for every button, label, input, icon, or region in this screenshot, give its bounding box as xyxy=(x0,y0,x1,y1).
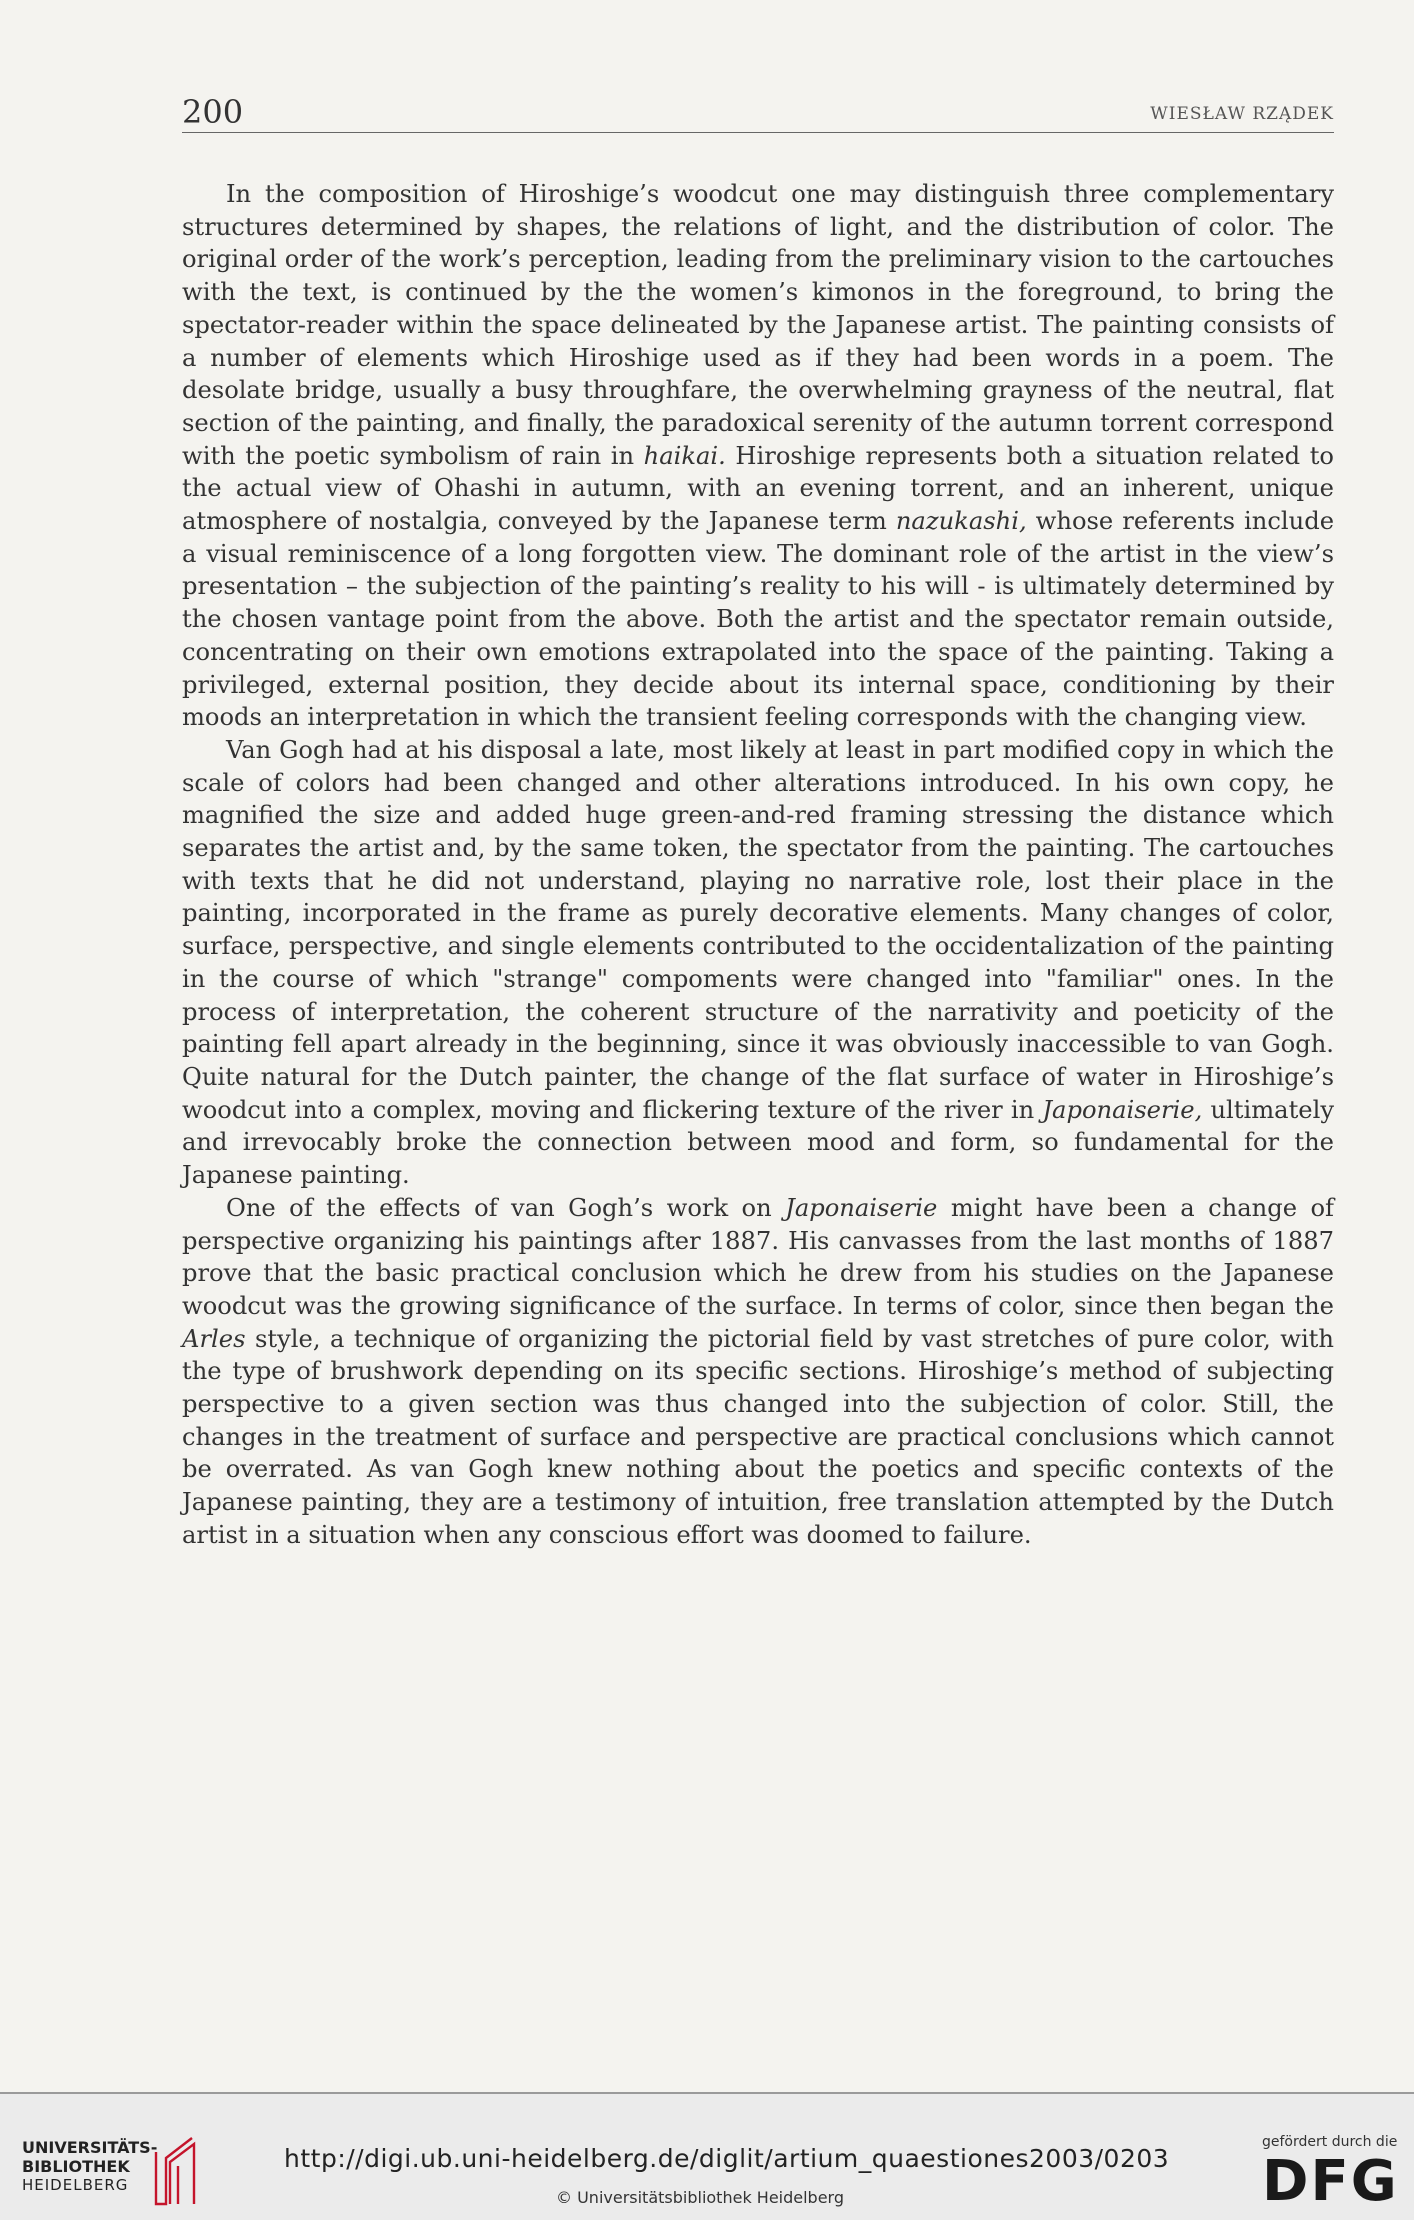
paragraph xyxy=(182,178,1334,734)
text-run: Van Gogh had at his disposal a late, most likely at least in part modified copy in which the scale of colors had been changed and other alterations introduced. In his own copy, he magnified the size and added huge green-and-red framing stressing the distance which separates the artist and, by the same token, the spectator from the painting. The cartouches with texts that he did not understand, playing no narrative role, lost their place in the painting, incorporated in the frame as purely decorative elements. Many changes of color, surface, perspective, and single elements contributed to the occidentalization of the painting in the course of which "strange" compoments were changed into "familiar" ones. In the process of interpretation, the coherent structure of the narrativity and poeticity of the painting fell apart already in the beginning, since it was obviously inaccessible to van Gogh. Quite natural for the Dutch painter, the change of the flat surface of water in Hiroshige’s woodcut into a complex, moving and flickering texture of the river in xyxy=(182,735,1334,1124)
library-mark-icon xyxy=(152,2132,198,2206)
italic-term: haikai. xyxy=(643,441,726,470)
running-head: WIESŁAW RZĄDEK xyxy=(1150,104,1334,124)
text-run: In the composition of Hiroshige’s woodcut one may distinguish three complementary structures determined by shapes, the relations of light, and the distribution of color. The original order of the work’s perception, leading from the preliminary vision to the cartouches with the text, is continued by the the women’s kimonos in the foreground, to bring the spectator-reader within the space delineated by the Japanese artist. The painting consists of a number of elements which Hiroshige used as if they had been words in a poem. The desolate bridge, usually a busy throughfare, the overwhelming grayness of the neutral, flat section of the painting, and finally, the paradoxical serenity of the autumn torrent correspond with the poetic symbolism of rain in xyxy=(182,180,1334,470)
copyright-notice: © Universitätsbibliothek Heidelberg xyxy=(556,2188,845,2207)
italic-term: Japonaiserie xyxy=(785,1193,938,1222)
dfg-logo: DFG xyxy=(1262,2149,1399,2214)
text-run: ultimately and irrevocably broke the connection between mood and form, so fundamental for the Japanese painting. xyxy=(182,1095,1335,1190)
paragraph xyxy=(182,1192,1334,1552)
text-run: Hiroshige represents both a situation related to the actual view of Ohashi in autumn, with an evening torrent, and an inherent, unique atmosphere of nostalgia, conveyed by the Japanese term xyxy=(182,441,1334,536)
library-name-line2: BIBLIOTHEK xyxy=(22,2157,130,2176)
page-number: 200 xyxy=(182,93,244,131)
funded-by-label: gefördert durch die xyxy=(1262,2134,1398,2150)
italic-term: nazukashi, xyxy=(895,507,1027,536)
text-run: One of the effects of van Gogh’s work on xyxy=(226,1193,786,1222)
italic-term: Japonaiserie, xyxy=(1042,1095,1203,1124)
text-run: whose referents include a visual reminiscence of a long forgotten view. The dominant role of the artist in the view’s presentation – the subjection of the painting’s reality to his will - is ultimately determined by the chosen vantage point from the above. Both the artist and the spectator remain outside, concentrating on their own emotions extrapolated into the space of the painting. Taking a privileged, external position, they decide about its internal space, conditioning by their moods an interpretation in which the transient feeling corresponds with the changing view. xyxy=(182,507,1335,732)
permalink-url[interactable]: http://digi.ub.uni-heidelberg.de/diglit/artium_quaestiones2003/0203 xyxy=(284,2144,1170,2173)
footer-bar xyxy=(0,2092,1414,2220)
text-run: might have been a change of perspective organizing his paintings after 1887. His canvasses from the last months of 1887 prove that the basic practical conclusion which he drew from his studies on the Japanese woodcut was the growing significance of the surface. In terms of color, since then began the xyxy=(182,1193,1334,1320)
italic-term: Arles xyxy=(182,1324,246,1353)
library-name-line3: HEIDELBERG xyxy=(22,2176,129,2194)
page-header xyxy=(182,92,1334,133)
library-name-line1: UNIVERSITÄTS- xyxy=(22,2138,158,2157)
text-run: style, a technique of organizing the pictorial field by vast stretches of pure color, with the type of brushwork depending on its specific sections. Hiroshige’s method of subjecting perspective to a given section was thus changed into the subjection of color. Still, the changes in the treatment of surface and perspective are practical conclusions which cannot be overrated. As van Gogh knew nothing about the poetics and specific contexts of the Japanese painting, they are a testimony of intuition, free translation attempted by the Dutch artist in a situation when any conscious effort was doomed to failure. xyxy=(182,1324,1334,1549)
library-logo xyxy=(22,2138,157,2195)
body-text xyxy=(182,178,1334,1552)
paragraph xyxy=(182,734,1334,1192)
